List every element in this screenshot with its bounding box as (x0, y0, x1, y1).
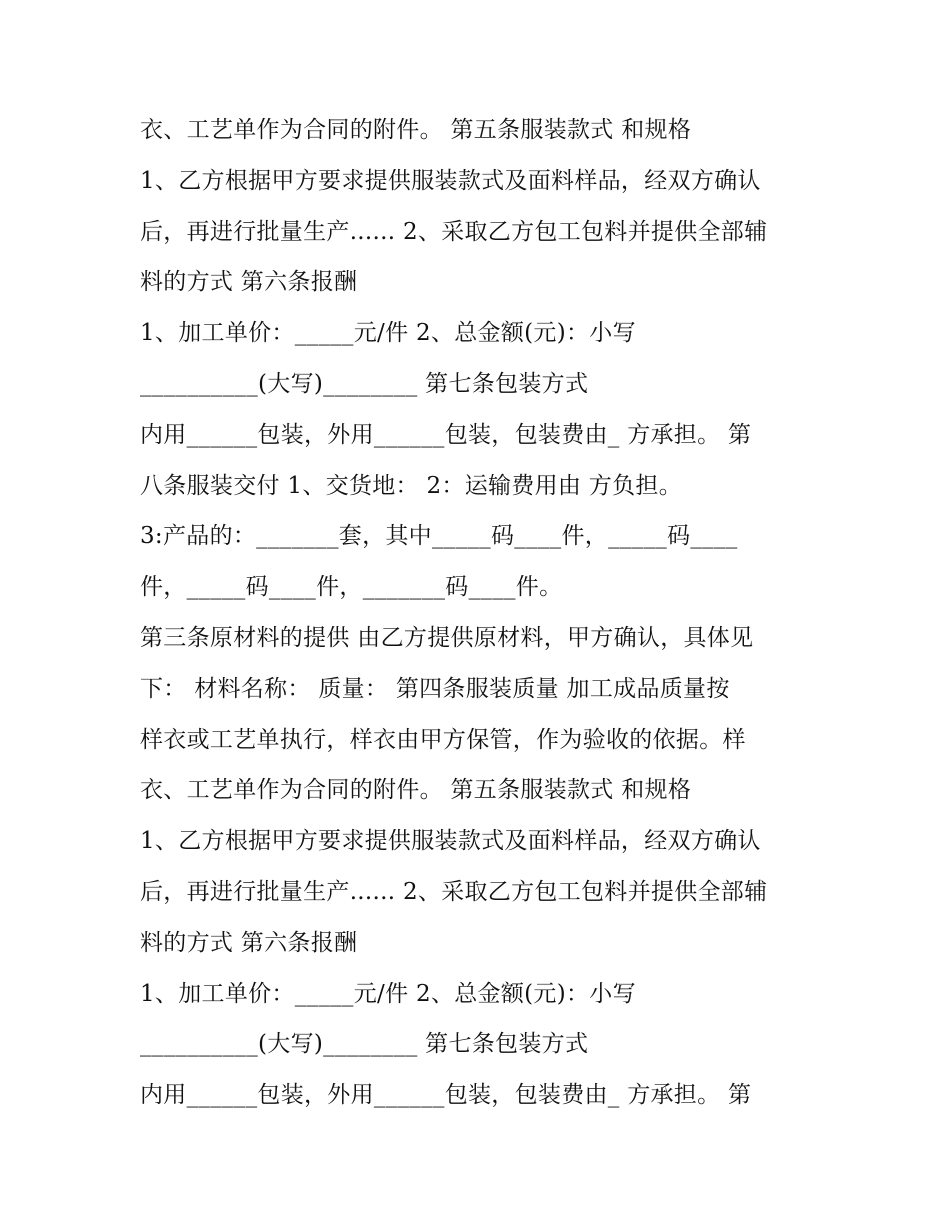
text-line: 料的方式 第六条报酬 (140, 269, 358, 296)
text-line: 料的方式 第六条报酬 (140, 929, 358, 956)
text-line: __________(大写)________ 第七条包装方式 (140, 370, 589, 397)
text-line: 衣、工艺单作为合同的附件。 第五条服装款式 和规格 (140, 117, 692, 143)
document-body (140, 112, 767, 1128)
text-line: 八条服装交付 1、交货地： 2：运输费用由 方负担。 (140, 472, 682, 499)
text-line: 1、加工单价：_____元/件 2、总金额(元)：小写 (140, 980, 636, 1007)
text-line: 第三条原材料的提供 由乙方提供原材料，甲方确认，具体见 (140, 624, 754, 651)
text-line: 1、乙方根据甲方要求提供服装款式及面料样品，经双方确认 (140, 167, 761, 194)
text-line: 样衣或工艺单执行，样衣由甲方保管，作为验收的依据。样 (140, 726, 746, 753)
text-line: 内用______包装，外用______包装，包装费由_ 方承担。 第 (140, 1082, 752, 1109)
text-line: 内用______包装，外用______包装，包装费由_ 方承担。 第 (140, 421, 752, 448)
text-line: 件，_____码____件，_______码____件。 (140, 574, 563, 601)
text-line: __________(大写)________ 第七条包装方式 (140, 1031, 589, 1058)
text-line: 3:产品的：_______套，其中_____码____件，_____码____ (140, 523, 738, 550)
text-line: 1、加工单价：_____元/件 2、总金额(元)：小写 (140, 320, 636, 347)
text-line: 1、乙方根据甲方要求提供服装款式及面料样品，经双方确认 (140, 828, 761, 855)
text-line: 后，再进行批量生产...... 2、采取乙方包工包料并提供全部辅 (140, 218, 768, 245)
text-line: 衣、工艺单作为合同的附件。 第五条服装款式 和规格 (140, 777, 692, 804)
text-line: 下： 材料名称： 质量： 第四条服装质量 加工成品质量按 (140, 675, 730, 702)
text-line: 后，再进行批量生产...... 2、采取乙方包工包料并提供全部辅 (140, 878, 768, 905)
